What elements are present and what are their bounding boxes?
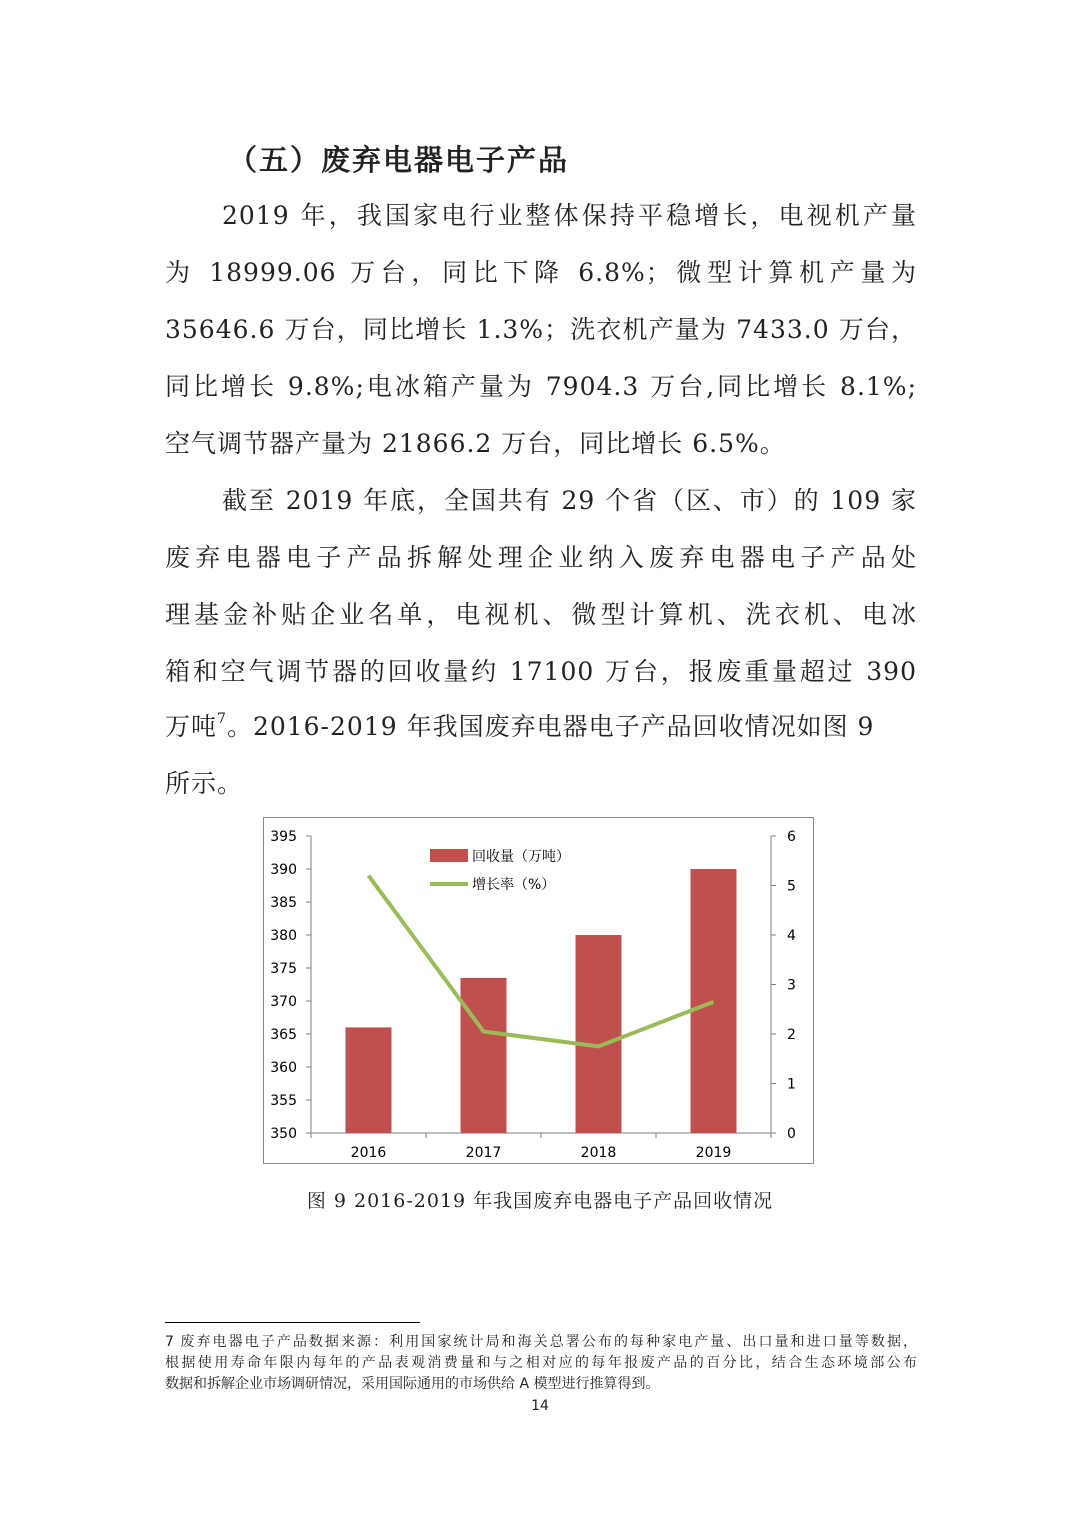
y-right-tick-label: 2 [787, 1027, 796, 1043]
paragraph-line [165, 707, 917, 747]
y-left-tick-label: 380 [270, 928, 297, 944]
paragraph-line: 同比增长 9.8%;电冰箱产量为 7904.3 万台,同比增长 8.1%; [165, 372, 917, 401]
paragraph-line: 为 18999.06 万台，同比下降 6.8%；微型计算机产量为 [165, 258, 917, 287]
section-heading: （五）废弃电器电子产品 [228, 143, 570, 177]
chart-frame [263, 817, 814, 1164]
paragraph-line: 2019 年，我国家电行业整体保持平稳增长，电视机产量 [222, 201, 917, 230]
legend-label-bar: 回收量（万吨） [472, 849, 570, 865]
recycling-chart [264, 818, 813, 1163]
paragraph-line: 空气调节器产量为 21866.2 万台，同比增长 6.5%。 [165, 429, 786, 458]
y-right-tick-label: 4 [787, 928, 796, 944]
paragraph-line: 废弃电器电子产品拆解处理企业纳入废弃电器电子产品处 [165, 543, 917, 572]
y-right-tick-label: 1 [787, 1076, 796, 1093]
y-left-tick-label: 350 [270, 1126, 297, 1142]
footnote-divider [165, 1322, 420, 1323]
y-left-tick-label: 365 [270, 1027, 297, 1043]
legend-label-line: 增长率（%） [472, 877, 556, 893]
footnote-ref[interactable]: 7 [217, 711, 227, 727]
y-left-tick-label: 360 [270, 1060, 297, 1076]
y-right-tick-label: 3 [787, 977, 796, 994]
bar-2017 [461, 978, 507, 1133]
y-left-tick-label: 385 [270, 895, 297, 911]
x-tick-label: 2019 [695, 1145, 732, 1161]
line-text: 。2016-2019 年我国废弃电器电子产品回收情况如图 9 [226, 712, 875, 741]
line-text: 万吨 [165, 712, 218, 741]
y-left-tick-label: 395 [270, 829, 297, 845]
y-left-tick-label: 355 [270, 1093, 297, 1109]
y-right-tick-label: 5 [787, 878, 796, 895]
footnote-line: 根据使用寿命年限内每年的产品表观消费量和与之相对应的每年报废产品的百分比，结合生态环境部公布 [165, 1355, 917, 1371]
paragraph-line: 所示。 [165, 769, 244, 798]
figure-caption: 图 9 2016-2019 年我国废弃电器电子产品回收情况 [306, 1190, 774, 1212]
y-left-tick-label: 390 [270, 862, 297, 878]
x-tick-label: 2018 [580, 1145, 617, 1161]
y-left-tick-label: 370 [270, 994, 297, 1010]
bar-2018 [576, 935, 622, 1133]
growth-rate-line [369, 876, 714, 1047]
footnote-line: 7 废弃电器电子产品数据来源：利用国家统计局和海关总署公布的每种家电产量、出口量和进口量等数据， [165, 1334, 917, 1350]
x-tick-label: 2016 [350, 1145, 387, 1161]
y-left-tick-label: 375 [270, 961, 297, 977]
bar-2019 [691, 869, 737, 1133]
y-right-tick-label: 6 [787, 829, 796, 845]
paragraph-line: 35646.6 万台，同比增长 1.3%；洗衣机产量为 7433.0 万台， [165, 315, 917, 344]
y-right-tick-label: 0 [787, 1126, 796, 1142]
page-number: 14 [531, 1398, 549, 1414]
footnote-line: 数据和拆解企业市场调研情况，采用国际通用的市场供给 A 模型进行推算得到。 [165, 1376, 660, 1392]
legend-swatch-bar [430, 849, 468, 862]
paragraph-line: 截至 2019 年底，全国共有 29 个省（区、市）的 109 家 [222, 486, 917, 515]
bar-2016 [346, 1027, 392, 1133]
x-tick-label: 2017 [465, 1145, 502, 1161]
paragraph-line: 理基金补贴企业名单，电视机、微型计算机、洗衣机、电冰 [165, 600, 917, 629]
paragraph-line: 箱和空气调节器的回收量约 17100 万台，报废重量超过 390 [165, 657, 917, 686]
